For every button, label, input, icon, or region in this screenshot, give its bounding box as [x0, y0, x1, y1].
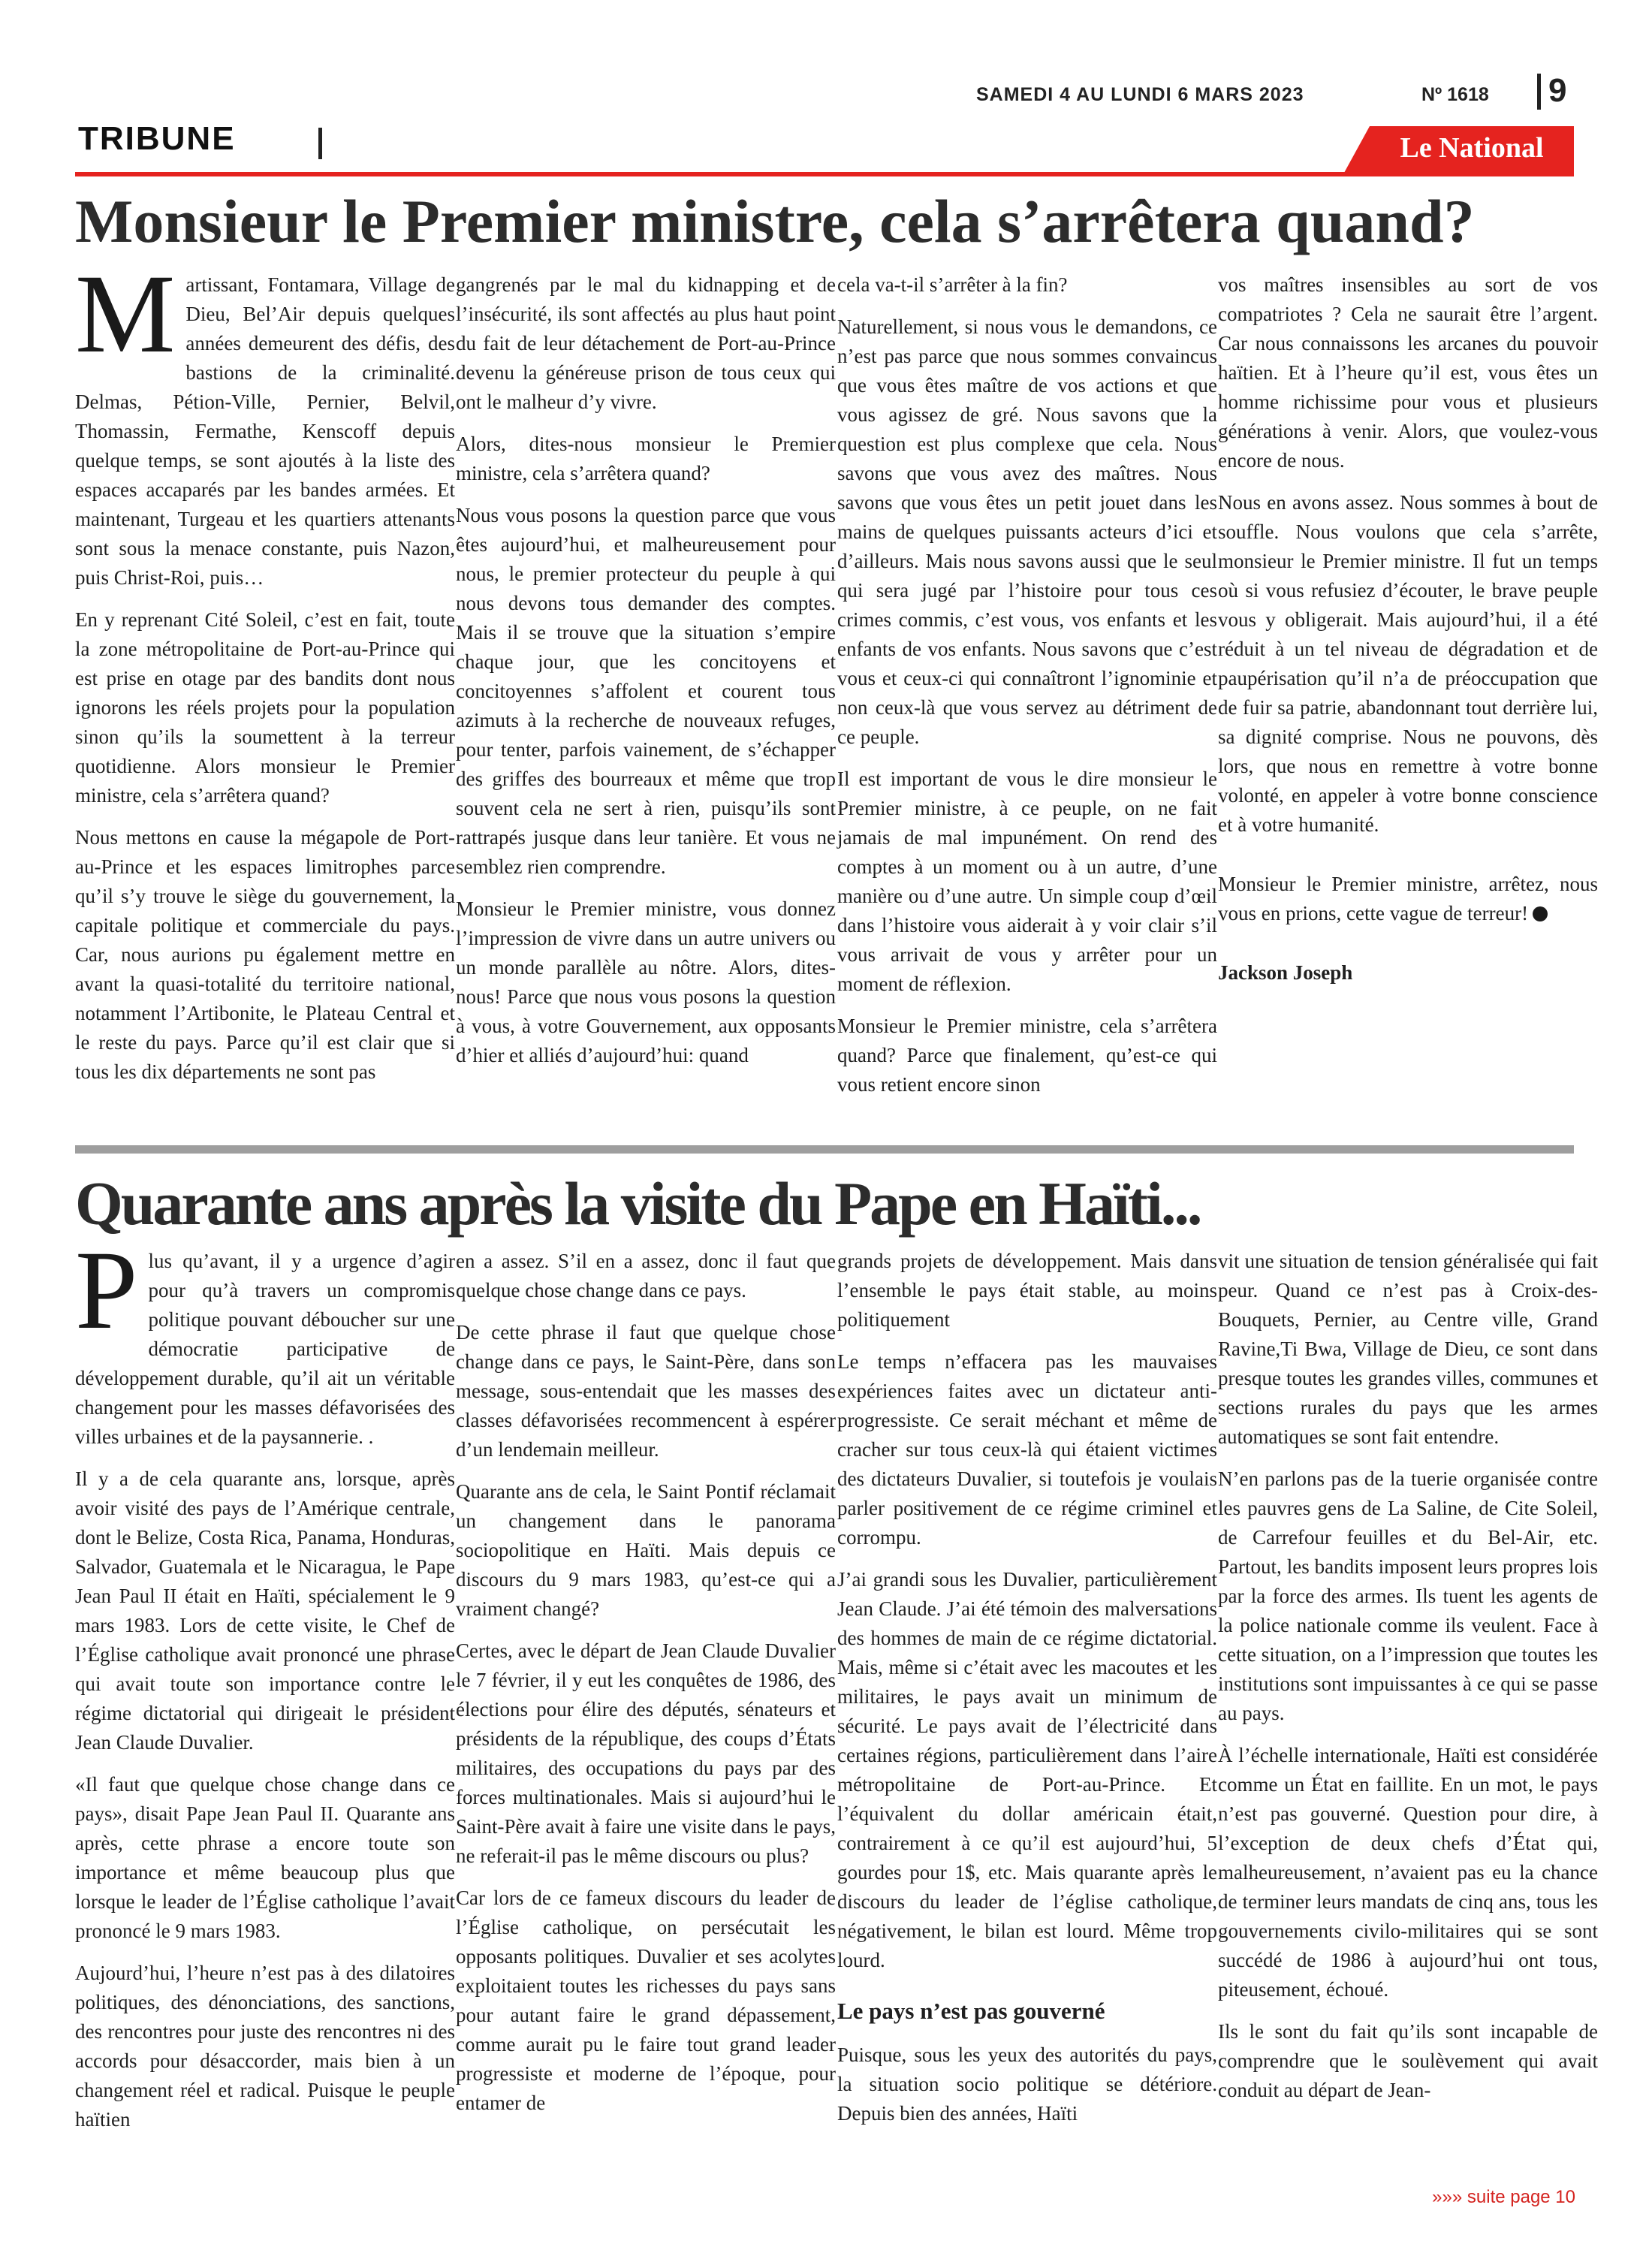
article-2-paragraph: grands projets de développement. Mais dans l’ensemble le pays était stable, au moins politiquement: [837, 1250, 1217, 1331]
section-divider: [318, 128, 322, 159]
article-separator: [75, 1145, 1574, 1154]
article-2-headline: Quarante ans après la visite du Pape en Haïti...: [75, 1169, 1201, 1238]
article-1-paragraph: Alors, dites-nous monsieur le Premier ministre, cela s’arrêtera quand?: [456, 433, 836, 484]
article-1-paragraph: artissant, Fontamara, Village de Dieu, Bel’Air depuis quelques années demeurent des défis, des bastions de la criminalité. Delmas, Pétion-Ville, Pernier, Belvil, Thomassin, Fermathe, Kenscoff depuis quelque temps, se sont ajoutés à la liste des espaces accaparés par les bandes armées. Et maintenant, Turgeau et les quartiers attenants sont sous la menace constante, puis Nazon, puis Christ-Roi, puis…: [75, 273, 455, 589]
article-1-closing: [1218, 870, 1598, 928]
article-1-paragraph: cela va-t-il s’arrêter à la fin?: [837, 273, 1068, 296]
article-2-paragraph: Aujourd’hui, l’heure n’est pas à des dilatoires politiques, des dénonciations, des sanctions, des rencontres pour juste des rencontres ni des accords pour désaccorder, mais bien à un changement réel et radical. Puisque le peuple haïtien: [75, 1962, 455, 2131]
article-1-paragraph: Nous vous posons la question parce que vous êtes aujourd’hui, et malheureusement pour nous, le premier protecteur du peuple à qui nous devons tous demander des comptes. Mais il se trouve que la situation s’empire chaque jour, que les concitoyens et concitoyennes s’affolent et courent tous azimuts à la recherche de nouveaux refuges, pour tenter, parfois vainement, de s’échapper des griffes des bourreaux et même que trop souvent cela ne sert à rien, puisqu’ils sont rattrapés jusque dans leur tanière. Et vous ne semblez rien comprendre.: [456, 504, 836, 878]
article-2-paragraph: Car lors de ce fameux discours du leader de l’Église catholique, on persécutait les opposants politiques. Duvalier et ses acolytes exploitaient toutes les richesses du pays sans pour autant faire le grand dépassement, comme aurait pu le faire tout grand leader progressiste et moderne de l’époque, pour entamer de: [456, 1887, 836, 2114]
article-1-column-4: [1218, 270, 1598, 1000]
article-1-dropcap: M: [75, 252, 176, 376]
article-2-paragraph: Ils le sont du fait qu’ils sont incapable de comprendre que le soulèvement qui avait conduit au départ de Jean-: [1218, 2020, 1598, 2101]
end-of-article-icon: [1533, 906, 1548, 921]
article-1-paragraph: Nous en avons assez. Nous sommes à bout de souffle. Nous voulons que cela s’arrête, monsieur le Premier ministre. Il fut un temps où si vous refusiez d’écouter, le brave peuple vous y obligerait. Mais aujourd’hui, il a été réduit à un tel niveau de dégradation et de paupérisation qu’il n’a de préoccupation que de fuir sa patrie, abandonnant tout derrière lui, sa dignité comprise. Nous ne pouvons, dès lors, que nous en remettre à votre bonne volonté, en appeler à votre bonne conscience et à votre humanité.: [1218, 491, 1598, 836]
article-1-paragraph: vos maîtres insensibles au sort de vos compatriotes ? Cela ne saurait être l’argent. Car nous connaissons les arcanes du pouvoir haïtien. Et à l’heure qu’il est, vous êtes un homme richissime pour vous et plusieurs générations à venir. Alors, que voulez-vous encore de nous.: [1218, 273, 1598, 472]
article-2-paragraph: Le temps n’effacera pas les mauvaises expériences faites avec un dictateur anti-progressiste. Ce serait méchant et même de cracher sur tous ceux-là qui étaient victimes des dictateurs Duvalier, si toutefois je voulais parler positivement de ce régime criminel et corrompu.: [837, 1350, 1217, 1549]
article-2-paragraph: en a assez. S’il en a assez, donc il faut que quelque chose change dans ce pays.: [456, 1250, 836, 1301]
article-2-column-4: [1218, 1247, 1598, 2118]
continued-link[interactable]: »»» suite page 10: [1432, 2187, 1575, 2207]
article-2-paragraph: J’ai grandi sous les Duvalier, particulièrement Jean Claude. J’ai été témoin des malversations des hommes de main de ce régime dictatorial. Mais, même si c’était avec les macoutes et les militaires, le pays avait un minimum de sécurité. Le pays avait de l’électricité dans certaines régions, particulièrement dans l’aire métropolitaine de Port-au-Prince. Et l’équivalent du dollar américain était, contrairement à ce qu’il est aujourd’hui, 5 gourdes pour 1$, etc. Mais quarante après le discours du leader de l’église catholique, négativement, le bilan est lourd. Même trop lourd.: [837, 1568, 1217, 1971]
article-2-column-3: [837, 1247, 1217, 2141]
issue-number: Nº 1618: [1421, 84, 1489, 105]
article-1-paragraph: Il est important de vous le dire monsieur le Premier ministre, à ce peuple, on ne fait jamais de mal impunément. On rend des comptes à un moment ou à un autre, d’une manière ou d’une autre. Un simple coup d’œil dans l’histoire vous aiderait à y voir clair s’il vous arrivait de vous y arrêter pour un moment de réflexion.: [837, 768, 1217, 995]
article-1-paragraph: gangrenés par le mal du kidnapping et de l’insécurité, ils sont affectés au plus haut point du fait de leur détachement de Port-au-Prince devenu la généreuse prison de tous ceux qui ont le malheur d’y vivre.: [456, 273, 836, 413]
article-1-paragraph: Nous mettons en cause la mégapole de Port-au-Prince et les espaces limitrophes parce qu’il s’y trouve le siège du gouvernement, la capitale politique et commerciale du pays. Car, nous aurions pu également mettre en avant la quasi-totalité du territoire national, notamment l’Artibonite, le Plateau Central et le reste du pays. Parce qu’il est clair que si tous les dix départements ne sont pas: [75, 826, 455, 1083]
article-2-paragraph: «Il faut que quelque chose change dans ce pays», disait Pape Jean Paul II. Quarante ans après, cette phrase a encore toute son importance et même beaucoup plus que lorsque le leader de l’Église catholique l’avait prononcé le 9 mars 1983.: [75, 1773, 455, 1942]
article-2-paragraph: Certes, avec le départ de Jean Claude Duvalier le 7 février, il y eut les conquêtes de 1986, des élections pour élire des députés, sénateurs et présidents de la république, des coups d’États militaires, des occupations du pays par des forces multinationales. Mais si aujourd’hui le Saint-Père avait à faire une visite dans le pays, ne referait-il pas le même discours ou plus?: [456, 1639, 836, 1867]
article-2-paragraph: À l’échelle internationale, Haïti est considérée comme un État en faillite. En un mot, le pays n’est pas gouverné. Question pour dire, à l’exception de deux chefs d’État qui, malheureusement, n’avaient pas eu la chance de terminer leurs mandats de cinq ans, tous les gouvernements civilo-militaires qui se sont succédé de 1986 à aujourd’hui ont tous, piteusement, échoué.: [1218, 1744, 1598, 2001]
closing-text: Monsieur le Premier ministre, arrêtez, nous vous en prions, cette vague de terreur!: [1218, 873, 1598, 924]
page-number-divider: [1537, 74, 1541, 110]
article-1-paragraph: Monsieur le Premier ministre, vous donnez l’impression de vivre dans un autre univers ou un monde parallèle au nôtre. Alors, dites-nous! Parce que nous vous posons la question à vous, à votre Gouvernement, aux opposants d’hier et alliés d’aujourd’hui: quand: [456, 897, 836, 1066]
header-rule: [75, 172, 1574, 176]
article-2-paragraph: Il y a de cela quarante ans, lorsque, après avoir visité des pays de l’Amérique centrale, dont le Belize, Costa Rica, Panama, Honduras, Salvador, Guatemala et le Nicaragua, le Pape Jean Paul II était en Haïti, spécialement le 9 mars 1983. Lors de cette visite, le Chef de l’Église catholique avait prononcé une phrase qui avait toute son importance contre le régime dictatorial qui dirigeait le président Jean Claude Duvalier.: [75, 1467, 455, 1754]
article-2-column-2: [456, 1247, 836, 2131]
article-2-paragraph: Puisque, sous les yeux des autorités du pays, la situation socio politique se détériore. Depuis bien des années, Haïti: [837, 2043, 1217, 2125]
brand-name: Le National: [1400, 132, 1544, 164]
article-2-column-1: [75, 1228, 455, 2147]
article-1-paragraph: En y reprenant Cité Soleil, c’est en fait, toute la zone métropolitaine de Port-au-Prince qui est prise en otage par des bandits dont nous ignorons les réels projets pour la population sinon qu’ils la soumettent à la terreur quotidienne. Alors monsieur le Premier ministre, cela s’arrêtera quand?: [75, 608, 455, 807]
article-1-column-1: [75, 252, 455, 1099]
article-2-paragraph: De cette phrase il faut que quelque chose change dans ce pays, le Saint-Père, dans son message, sous-entendait que les masses des classes défavorisées recommencent à espérer d’un lendemain meilleur.: [456, 1321, 836, 1461]
article-1-paragraph: Naturellement, si nous vous le demandons, ce n’est pas parce que nous sommes convaincus que vous êtes maître de vos actions et que vous agissez de gré. Nous savons que la question est plus complexe que cela. Nous savons que vous avez des maîtres. Nous savons que vous êtes un petit jouet dans les mains de quelques puissants acteurs d’ici et d’ailleurs. Mais nous savons aussi que le seul qui sera jugé par l’histoire pour tous ces crimes commis, c’est vous, vos enfants et les enfants de vos enfants. Nous savons que c’est vous et ceux-ci qui connaîtront l’ignominie et non ceux-là que vous servez au détriment de ce peuple.: [837, 315, 1217, 748]
section-label: TRIBUNE: [78, 120, 236, 157]
page-number: 9: [1548, 72, 1567, 109]
article-1-author: Jackson Joseph: [1218, 961, 1353, 984]
article-1-column-2: [456, 270, 836, 1083]
article-1-headline: Monsieur le Premier ministre, cela s’arrêtera quand?: [75, 187, 1475, 255]
article-2-paragraph: vit une situation de tension généralisée qui fait peur. Quand ce n’est pas à Croix-des-Bouquets, Pernier, au Centre ville, Grand Ravine,Ti Bwa, Village de Dieu, ce sont dans presque toutes les grandes villes, communes et sections rurales du pays que les armes automatiques se sont fait entendre.: [1218, 1250, 1598, 1448]
article-1-column-3: [837, 270, 1217, 1112]
article-2-paragraph: lus qu’avant, il y a urgence d’agir pour qu’à travers un compromis politique pouvant déboucher sur une démocratie participative de développement durable, qu’il ait un véritable changement pour les masses défavorisées des villes urbaines et de la paysannerie. .: [75, 1250, 455, 1448]
article-2-dropcap: P: [75, 1228, 138, 1353]
article-2-paragraph: N’en parlons pas de la tuerie organisée contre les pauvres gens de La Saline, de Cite Soleil, de Carrefour feuilles et du Bel-Air, etc. Partout, les bandits imposent leurs propres lois par la force des armes. Ils tuent les agents de la police nationale comme ils veulent. Face à cette situation, on a l’impression que toutes les institutions sont impuissantes à ce qui se passe au pays.: [1218, 1467, 1598, 1724]
article-1-paragraph: Monsieur le Premier ministre, cela s’arrêtera quand? Parce que finalement, qu’est-ce qui vous retient encore sinon: [837, 1015, 1217, 1096]
issue-date: SAMEDI 4 AU LUNDI 6 MARS 2023: [976, 84, 1304, 105]
article-2-paragraph: Quarante ans de cela, le Saint Pontif réclamait un changement dans le panorama sociopolitique en Haïti. Mais depuis ce discours du 9 mars 1983, qu’est-ce qui a vraiment changé?: [456, 1480, 836, 1620]
article-2-subheading: Le pays n’est pas gouverné: [837, 1998, 1105, 2024]
